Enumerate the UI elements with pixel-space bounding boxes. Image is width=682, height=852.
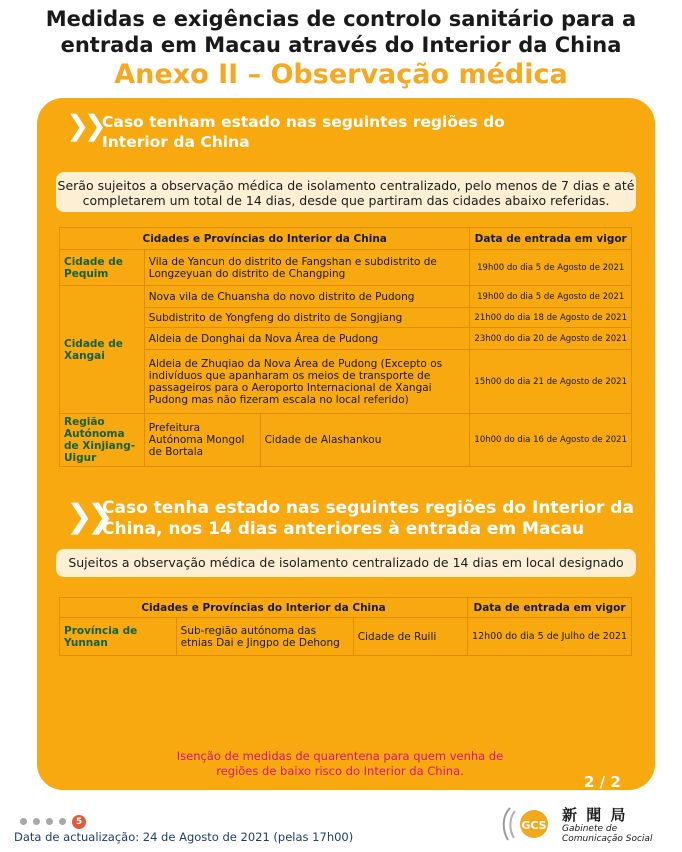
date-cell: 19h00 do dia 5 de Agosto de 2021	[470, 250, 632, 286]
area-cell: Subdistrito de Yongfeng do distrito de Songjiang	[144, 308, 470, 328]
footnote-line1: Isenção de medidas de quarentena para quem venha de	[176, 749, 504, 763]
update-date: Data de actualização: 24 de Agosto de 2021 (pelas 17h00)	[14, 830, 354, 844]
subregion-cell: Sub-região autónoma das etnias Dai e Jingpo de Dehong	[176, 618, 353, 656]
pagination-dot-4[interactable]	[59, 818, 66, 825]
section2-heading	[66, 498, 646, 542]
gcs-logo	[500, 800, 675, 848]
section1-heading-line2: Interior da China	[102, 133, 250, 151]
section1-heading	[66, 109, 606, 156]
page-title	[0, 6, 682, 58]
date-cell: 15h00 do dia 21 de Agosto de 2021	[470, 350, 632, 414]
section1-table	[59, 227, 632, 467]
logo-name-line1: Gabinete de	[562, 824, 618, 834]
area-cell: Vila de Yancun do distrito de Fangshan e subdistrito de Longzeyuan do distrito de Changping	[144, 250, 470, 286]
section1-note-line2: completarem um total de 14 dias, desde que partiram das cidades abaixo referidas.	[82, 193, 610, 208]
table-header-date: Data de entrada em vigor	[468, 598, 632, 618]
double-chevron-icon: ❯❯	[66, 497, 108, 535]
pagination-dots	[20, 811, 86, 825]
pagination-dot-3[interactable]	[46, 818, 53, 825]
gcs-logo-icon	[500, 800, 556, 848]
logo-chinese-text: 新 聞 局	[562, 806, 628, 824]
logo-name-line2: Comunicação Social	[562, 834, 653, 844]
double-chevron-icon: ❯❯	[66, 109, 101, 142]
table-header-regions: Cidades e Províncias do Interior da China	[60, 228, 470, 250]
date-cell: 21h00 do dia 18 de Agosto de 2021	[470, 308, 632, 328]
area-cell: Aldeia de Donghai da Nova Área de Pudong	[144, 328, 470, 350]
section2-note: Sujeitos a observação médica de isolamento centralizado de 14 dias em local designado	[56, 549, 636, 577]
date-cell: 12h00 do dia 5 de Julho de 2021	[468, 618, 632, 656]
logo-name	[562, 824, 652, 844]
city-cell: Cidade de Alashankou	[260, 414, 470, 467]
table-header-date: Data de entrada em vigor	[470, 228, 632, 250]
table-row	[60, 618, 632, 656]
logo-mark-text: GCS	[521, 819, 547, 832]
section1-note	[56, 172, 636, 212]
table-header-regions: Cidades e Províncias do Interior da China	[60, 598, 468, 618]
region-cell: Região Autónoma de Xinjiang-Uigur	[60, 414, 145, 467]
section2-heading-line2: China, nos 14 dias anteriores à entrada em Macau	[102, 519, 585, 539]
table-row	[60, 286, 632, 308]
city-cell: Cidade de Ruili	[353, 618, 467, 656]
section2-table	[59, 597, 632, 656]
date-cell: 19h00 do dia 5 de Agosto de 2021	[470, 286, 632, 308]
table-row	[60, 250, 632, 286]
title-line-2: entrada em Macau através do Interior da China	[60, 33, 622, 57]
prefecture-cell: Prefeitura Autónoma Mongol de Bortala	[144, 414, 260, 467]
region-cell: Província de Yunnan	[60, 618, 177, 656]
pagination-dot-1[interactable]	[20, 818, 27, 825]
pagination-dot-active[interactable]: 5	[72, 815, 86, 829]
footnote-line2: regiões de baixo risco do Interior da China.	[216, 764, 464, 778]
date-cell: 10h00 do dia 16 de Agosto de 2021	[470, 414, 632, 467]
quarantine-exemption-note	[140, 749, 540, 779]
page-indicator: 2 / 2	[584, 773, 621, 791]
table-row	[60, 414, 632, 467]
area-cell: Aldeia de Zhuqiao da Nova Área de Pudong (Excepto os indivíduos que apanharam os meios de transporte de passageiros para o Aeroporto Internacional de Xangai Pudong mas não fizeram escala no local referido)	[144, 350, 470, 414]
section2-heading-line1: Caso tenha estado nas seguintes regiões do Interior da	[102, 498, 634, 518]
table-row	[60, 350, 632, 414]
date-cell: 23h00 do dia 20 de Agosto de 2021	[470, 328, 632, 350]
pagination-dot-2[interactable]	[33, 818, 40, 825]
section1-note-line1: Serão sujeitos a observação médica de isolamento centralizado, pelo menos de 7 dias e até	[57, 178, 635, 193]
area-cell: Nova vila de Chuansha do novo distrito de Pudong	[144, 286, 470, 308]
table-row	[60, 308, 632, 328]
title-line-1: Medidas e exigências de controlo sanitário para a	[45, 7, 637, 31]
section1-heading-line1: Caso tenham estado nas seguintes regiões do	[102, 113, 505, 131]
region-cell: Cidade de Pequim	[60, 250, 145, 286]
region-cell: Cidade de Xangai	[60, 286, 145, 414]
page-subtitle: Anexo II – Observação médica	[114, 59, 568, 90]
table-row	[60, 328, 632, 350]
